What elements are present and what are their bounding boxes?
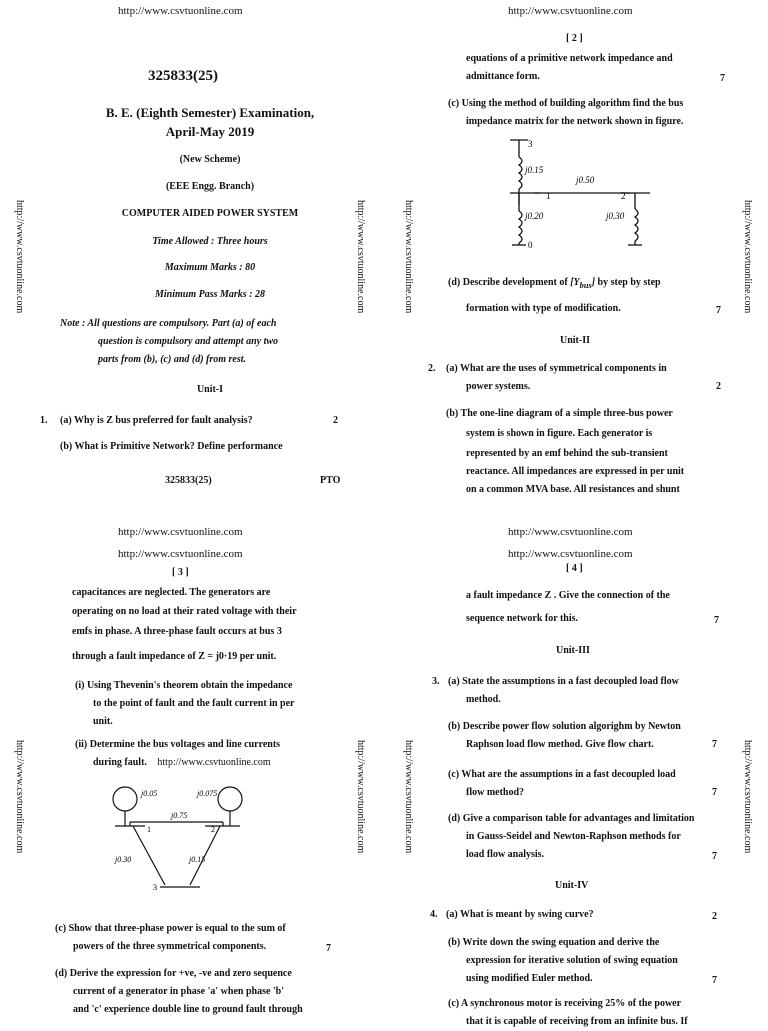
question-text: on a common MVA base. All resistances and shunt (466, 484, 680, 495)
ybus-symbol: $[Y_{bus}]$ (570, 277, 596, 290)
question-text: admittance form. (466, 71, 540, 82)
bus-label: 3 (153, 883, 157, 892)
side-url: http://www.csvtuonline.com (742, 200, 753, 314)
question-text: unit. (93, 716, 113, 727)
question-text: (a) What is meant by swing curve? (446, 909, 594, 920)
question-text: current of a generator in phase 'a' when phase 'b' (73, 986, 285, 997)
question-text: emfs in phase. A three-phase fault occurs at bus 3 (72, 626, 282, 637)
question-number: 4. (430, 909, 438, 920)
side-url: http://www.csvtuonline.com (742, 740, 753, 854)
question-text: that it is capable of receiving from an infinite bus. If (466, 1016, 688, 1027)
inline-url: http://www.csvtuonline.com (157, 757, 271, 768)
question-text: power systems. (466, 381, 531, 392)
source-url: http://www.csvtuonline.com (508, 548, 633, 560)
question-text: represented by an emf behind the sub-transient (466, 448, 668, 459)
marks: 7 (712, 739, 717, 750)
question-text: using modified Euler method. (466, 973, 593, 984)
branch: (EEE Engg. Branch) (165, 181, 255, 192)
question-number: 2. (428, 363, 436, 374)
question-number: 3. (432, 676, 440, 687)
bus-label: 1 (147, 825, 151, 834)
question-text: (a) What are the uses of symmetrical components in (446, 363, 667, 374)
question-text: (a) State the assumptions in a fast decoupled load flow (448, 676, 679, 687)
question-text: flow method? (466, 787, 525, 798)
marks: 7 (326, 943, 331, 954)
question-text: Raphson load flow method. Give flow chart. (466, 739, 654, 750)
maximum-marks: Maximum Marks : 80 (164, 262, 256, 273)
unit-heading: Unit-IV (555, 880, 589, 891)
marks: 2 (333, 415, 338, 426)
question-text: impedance matrix for the network shown in figure. (466, 116, 684, 127)
question-text (448, 274, 661, 295)
marks: 7 (712, 851, 717, 862)
question-text: in Gauss-Seidel and Newton-Raphson methods for (466, 831, 681, 842)
bus-label: 3 (528, 139, 533, 149)
minimum-marks: Minimum Pass Marks : 28 (154, 289, 266, 300)
question-text: system is shown in figure. Each generator is (466, 428, 653, 439)
side-url: http://www.csvtuonline.com (355, 740, 366, 854)
question-text: reactance. All impedances are expressed in per unit (466, 466, 685, 477)
note-line: question is compulsory and attempt any two (98, 336, 279, 347)
marks: 2 (712, 911, 717, 922)
bus-label: 2 (621, 191, 626, 201)
source-url: http://www.csvtuonline.com (508, 5, 633, 17)
question-text: (ii) Determine the bus voltages and line currents (75, 739, 281, 750)
impedance-label: j0.15 (189, 855, 206, 864)
question-text: (d) Give a comparison table for advantages and limitation (448, 813, 695, 824)
impedance-label: j0.30 (606, 211, 625, 221)
exam-title: B. E. (Eighth Semester) Examination, (105, 105, 315, 120)
question-text (93, 754, 271, 772)
impedance-label: j0.05 (141, 789, 158, 798)
marks: 2 (716, 381, 721, 392)
page-number: [ 2 ] (566, 33, 583, 44)
question-text: formation with type of modification. (466, 303, 621, 314)
footer-code: 325833(25) (165, 475, 212, 486)
unit-heading: Unit-I (196, 384, 224, 395)
question-text: (c) What are the assumptions in a fast decoupled load (448, 769, 676, 780)
question-text: (b) Describe power flow solution algorighm by Newton (448, 721, 681, 732)
note-line: parts from (b), (c) and (d) from rest. (98, 354, 247, 365)
marks: 7 (716, 305, 721, 316)
question-text: (i) Using Thevenin's theorem obtain the impedance (75, 680, 293, 691)
question-text: method. (466, 694, 501, 705)
marks: 7 (712, 975, 717, 986)
question-text: (a) Why is Z bus preferred for fault analysis? (60, 415, 253, 426)
marks: 7 (714, 615, 719, 626)
question-text: (d) Derive the expression for +ve, -ve and zero sequence (55, 968, 292, 979)
question-text: through a fault impedance of Z = j0·19 per unit. (72, 651, 277, 662)
unit-heading: Unit-III (556, 645, 590, 656)
side-url: http://www.csvtuonline.com (14, 740, 25, 854)
page-number: [ 3 ] (172, 567, 189, 578)
impedance-label: j0.30 (115, 855, 132, 864)
question-text: (b) What is Primitive Network? Define performance (60, 441, 283, 452)
question-text: (c) A synchronous motor is receiving 25% of the power (448, 998, 682, 1009)
three-bus-figure (105, 782, 255, 897)
note-line: Note : All questions are compulsory. Part (a) of each (60, 318, 277, 329)
question-text-part: by step by step (597, 277, 661, 288)
question-number: 1. (40, 415, 48, 426)
question-text: (c) Using the method of building algorithm find the bus (448, 98, 684, 109)
source-url: http://www.csvtuonline.com (118, 5, 243, 17)
question-text: and 'c' experience double line to ground fault through (73, 1004, 303, 1015)
impedance-label: j0.50 (576, 175, 595, 185)
side-url: http://www.csvtuonline.com (14, 200, 25, 314)
question-text: sequence network for this. (466, 613, 579, 624)
bus-label: 1 (546, 191, 551, 201)
bus-network-figure (490, 135, 660, 250)
page-number: [ 4 ] (566, 563, 583, 574)
source-url: http://www.csvtuonline.com (508, 526, 633, 538)
question-text: expression for iterative solution of swing equation (466, 955, 678, 966)
side-url: http://www.csvtuonline.com (355, 200, 366, 314)
paper-code: 325833(25) (148, 68, 218, 84)
impedance-label: j0.75 (171, 811, 188, 820)
subject: COMPUTER AIDED POWER SYSTEM (121, 208, 299, 219)
impedance-label: j0.075 (197, 789, 218, 798)
question-text: equations of a primitive network impedance and (466, 53, 673, 64)
bus-label: 0 (528, 240, 533, 250)
source-url: http://www.csvtuonline.com (118, 548, 243, 560)
scheme: (New Scheme) (179, 154, 241, 165)
time-allowed: Time Allowed : Three hours (152, 236, 268, 247)
question-text-part: (d) Describe development of (448, 277, 568, 288)
question-text-part: during fault. (93, 757, 147, 768)
question-text: (b) Write down the swing equation and derive the (448, 937, 660, 948)
question-text: to the point of fault and the fault current in per (93, 698, 295, 709)
bus-label: 2 (211, 825, 215, 834)
question-text: powers of the three symmetrical components. (73, 941, 267, 952)
source-url: http://www.csvtuonline.com (118, 526, 243, 538)
marks: 7 (712, 787, 717, 798)
pto: PTO (320, 475, 341, 486)
question-text: capacitances are neglected. The generators are (72, 587, 271, 598)
impedance-label: j0.20 (525, 211, 544, 221)
unit-heading: Unit-II (560, 335, 591, 346)
question-text: a fault impedance Z . Give the connection of the (466, 590, 670, 601)
question-text: operating on no load at their rated voltage with their (72, 606, 297, 617)
marks: 7 (720, 73, 725, 84)
exam-session: April-May 2019 (165, 124, 255, 139)
impedance-label: j0.15 (525, 165, 544, 175)
question-text: (b) The one-line diagram of a simple three-bus power (446, 408, 673, 419)
side-url: http://www.csvtuonline.com (403, 200, 414, 314)
side-url: http://www.csvtuonline.com (403, 740, 414, 854)
question-text: load flow analysis. (466, 849, 545, 860)
question-text: (c) Show that three-phase power is equal to the sum of (55, 923, 286, 934)
